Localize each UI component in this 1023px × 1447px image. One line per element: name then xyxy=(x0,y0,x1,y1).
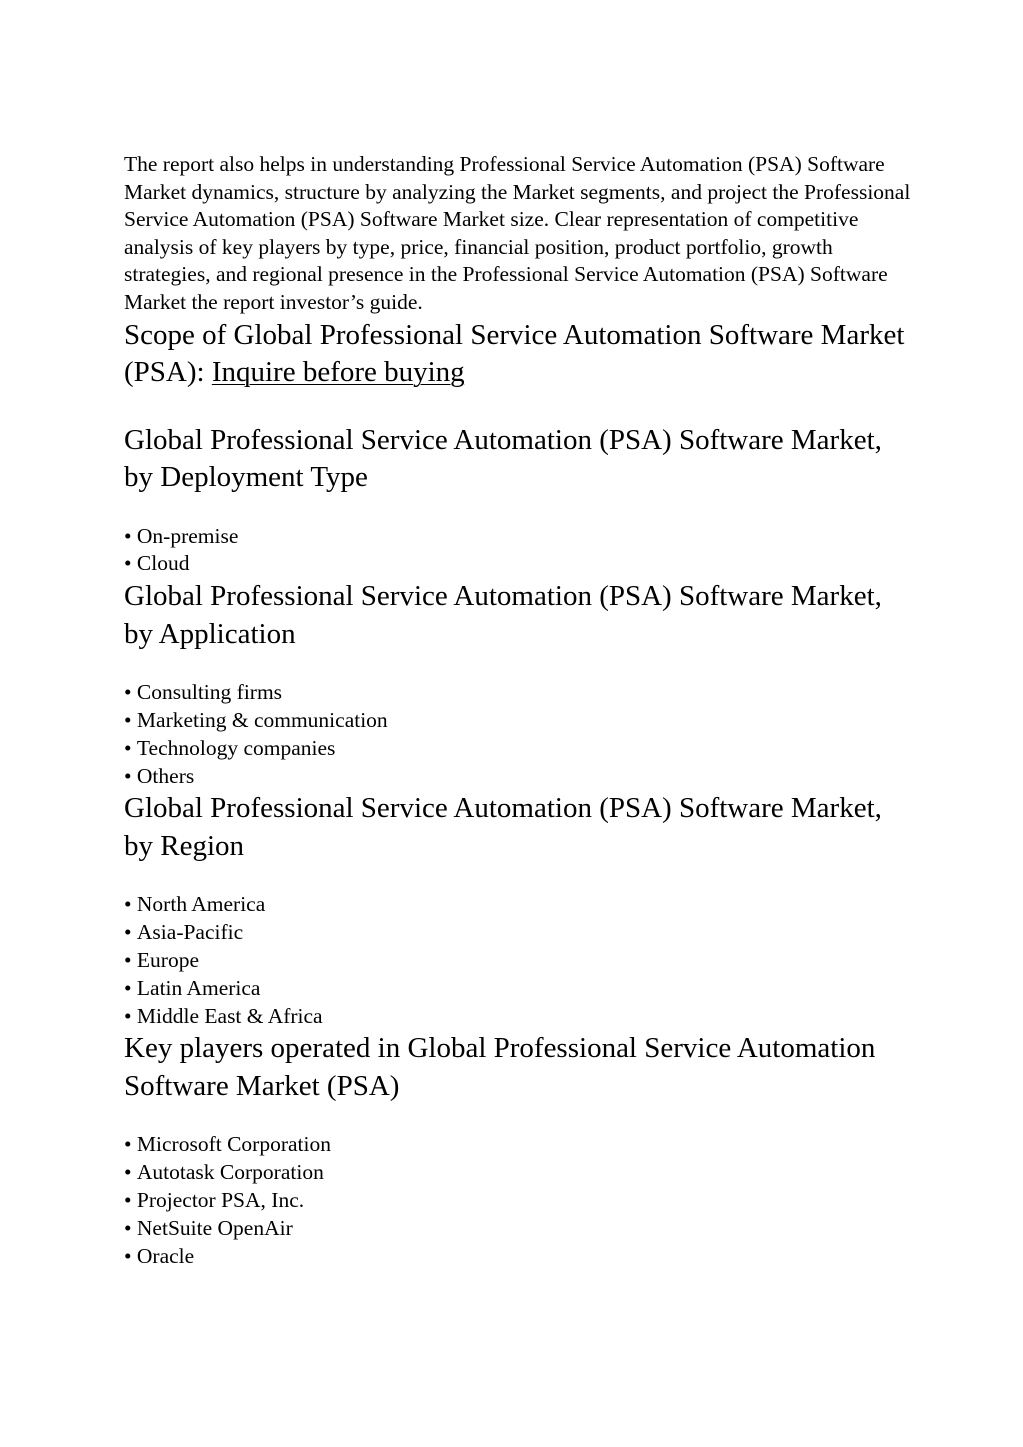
list-item: • Microsoft Corporation xyxy=(124,1131,914,1159)
inquire-before-buying-link[interactable]: Inquire before buying xyxy=(211,356,465,389)
list-item: • North America xyxy=(124,891,914,919)
list-item: • Projector PSA, Inc. xyxy=(124,1187,914,1215)
list-item: • Europe xyxy=(124,947,914,975)
document-page xyxy=(124,151,914,1270)
list-item: • Technology companies xyxy=(124,735,914,763)
list-item: • Cloud xyxy=(124,550,914,578)
application-list xyxy=(124,679,914,790)
list-item: • Consulting firms xyxy=(124,679,914,707)
scope-heading xyxy=(124,317,914,392)
region-list xyxy=(124,891,914,1030)
application-heading: Global Professional Service Automation (PSA) Software Market, by Application xyxy=(124,580,882,650)
deployment-type-heading: Global Professional Service Automation (PSA) Software Market, by Deployment Type xyxy=(124,423,882,494)
list-item: • On-premise xyxy=(124,523,914,551)
list-item: • Autotask Corporation xyxy=(124,1159,914,1187)
list-item: • Latin America xyxy=(124,975,914,1003)
deployment-type-list xyxy=(124,523,914,579)
key-players-list xyxy=(124,1131,914,1270)
list-item: • NetSuite OpenAir xyxy=(124,1215,914,1243)
list-item: • Others xyxy=(124,763,914,791)
list-item: • Oracle xyxy=(124,1243,914,1271)
scope-heading-text: Scope of Global Professional Service Automation Software Market (PSA): xyxy=(124,318,905,389)
region-heading: Global Professional Service Automation (PSA) Software Market, by Region xyxy=(124,792,882,862)
list-item: • Asia-Pacific xyxy=(124,919,914,947)
intro-paragraph: The report also helps in understanding Professional Service Automation (PSA) Software Market dynamics, structure by analyzing the Market segments, and project the Professional Service Automation (PSA) Software Market size. Clear representation of competitive analysis of key players by type, price, financial position, product portfolio, growth strategies, and regional presence in the Professional Service Automation (PSA) Software Market the report investor’s guide. xyxy=(124,152,911,314)
list-item: • Middle East & Africa xyxy=(124,1003,914,1031)
list-item: • Marketing & communication xyxy=(124,707,914,735)
key-players-heading: Key players operated in Global Professional Service Automation Software Market (PSA) xyxy=(124,1032,876,1102)
